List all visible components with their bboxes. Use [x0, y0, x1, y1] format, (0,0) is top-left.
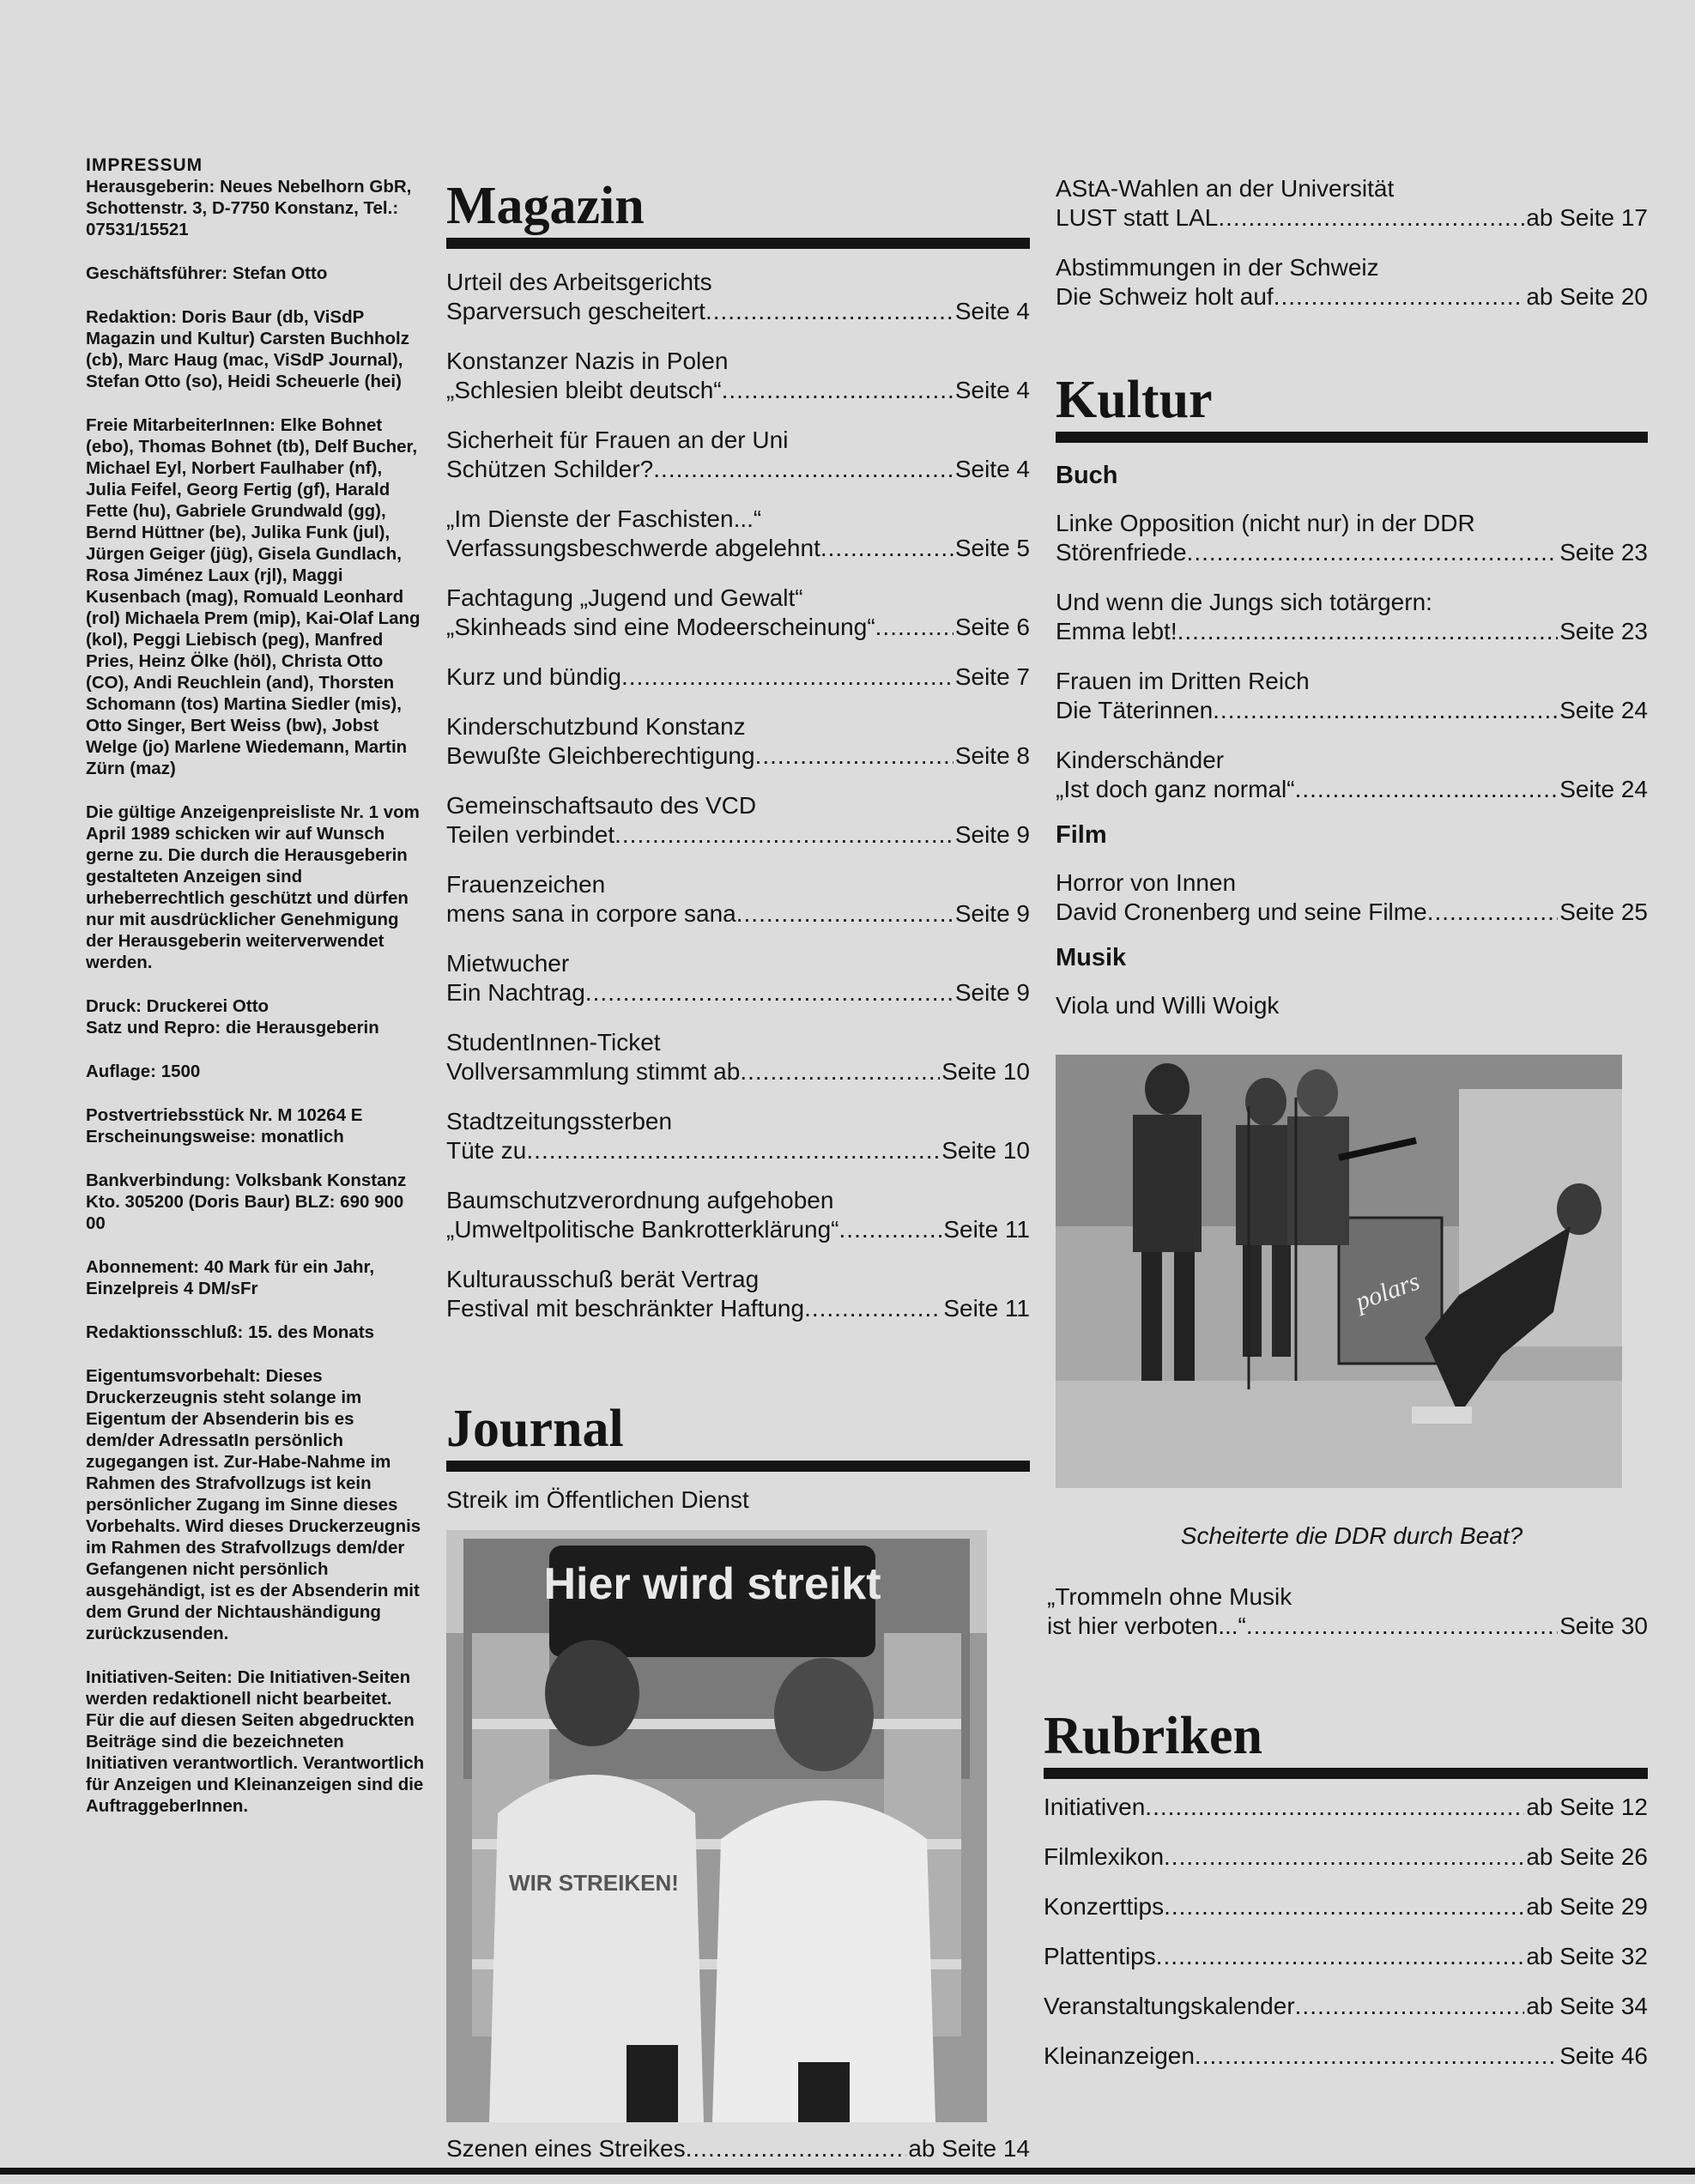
band-photo-caption: Scheiterte die DDR durch Beat?	[1180, 1522, 1523, 1549]
trommeln-line2: ist hier verboten...“	[1047, 1612, 1246, 1639]
toc-entry[interactable]	[1044, 1793, 1648, 1822]
toc-entry-subtitle: Die Täterinnen	[1056, 697, 1214, 723]
leader-dots	[722, 376, 953, 405]
leader-dots	[705, 297, 953, 326]
impressum-druck	[86, 995, 425, 1038]
impressum-redaktion	[86, 306, 425, 392]
erscheinung-label: Erscheinungsweise:	[86, 1127, 257, 1146]
kultur-rule	[1056, 432, 1648, 443]
erscheinung-text: monatlich	[260, 1127, 344, 1146]
toc-entry-subtitle: Teilen verbindet	[446, 821, 615, 848]
redaktion-label: Redaktion:	[86, 307, 177, 327]
freie-text: Elke Bohnet (ebo), Thomas Bohnet (tb), Delf Bucher, Michael Eyl, Norbert Faulhaber (nf), Julia Feifel, Georg Fertig (gf), Harald Fette (hu), Gabriele Grundwald (gg), Bernd Hüttner (be), Julika Funk (jul), Jürgen Geiger (jüg), Gisela Gundlach, Rosa Jiménez Laux (rjl), Maggi Kusenbach (mag), Romuald Leonhard (rol) Michaela Prem (mip), Kai-Olaf Lang (kol), Peggi Liebisch (peg), Manfred Pries, Heinz Ölke (höl), Christa Otto (CO), Andi Reuchlein (and), Thorsten Schomann (tos) Martina Siedler (mis), Otto Singer, Bert Weiss (bw), Jobst Welge (jo) Marlene Wiedemann, Martin Zürn (maz)	[86, 415, 421, 778]
impressum-abo	[86, 1256, 425, 1299]
impressum-post	[86, 1104, 425, 1147]
toc-entry[interactable]	[1056, 667, 1648, 725]
rubriken-heading: Rubriken	[1044, 1707, 1262, 1765]
toc-entry-subtitle: „Schlesien bleibt deutsch“	[446, 377, 722, 403]
auflage-text: 1500	[160, 1062, 201, 1081]
toc-entry-subtitle: Verfassungsbeschwerde abgelehnt	[446, 535, 820, 561]
magazin-list	[446, 268, 1030, 1323]
leader-dots	[804, 1294, 941, 1323]
satz-text: die Herausgeberin	[225, 1018, 379, 1038]
toc-entry[interactable]	[446, 791, 1030, 850]
right-column	[1044, 175, 1648, 2091]
rubriken-section	[1044, 1706, 1648, 2071]
toc-entry-subtitle: Vollversammlung stimmt ab	[446, 1058, 741, 1085]
toc-entry-subtitle: „Umweltpolitische Bankrotterklärung“	[446, 1216, 839, 1243]
bottom-band	[0, 2168, 1695, 2175]
toc-entry-subtitle: Störenfriede	[1056, 539, 1187, 566]
init-label: Initiativen-Seiten:	[86, 1667, 233, 1687]
toc-entry-page: Seite 10	[941, 1058, 1030, 1085]
toc-entry-title: Plattentips	[1044, 1943, 1156, 1969]
leader-dots	[740, 1057, 940, 1086]
herausgeber-label: Herausgeberin:	[86, 177, 215, 197]
toc-entry[interactable]	[1044, 1842, 1648, 1872]
toc-entry-title: Sicherheit für Frauen an der Uni	[446, 427, 789, 453]
leader-dots	[736, 899, 953, 929]
toc-entry-subtitle: Festival mit beschränkter Haftung	[446, 1295, 805, 1322]
toc-entry-page: ab Seite 12	[1526, 1794, 1648, 1820]
toc-entry[interactable]	[1044, 1992, 1648, 2021]
toc-entry-page: Seite 4	[954, 377, 1030, 403]
toc-entry[interactable]	[446, 1186, 1030, 1244]
toc-entry-subtitle: Tüte zu	[446, 1137, 527, 1164]
toc-entry-page: Seite 23	[1559, 539, 1648, 566]
leader-dots	[1246, 1612, 1558, 1641]
eigentum-text: Dieses Druckerzeugnis steht solange im Eigentum der Absenderin bis es dem/der AdressatIn persönlich zugegangen ist. Zur-Habe-Nahme im Rahmen des Strafvollzugs ist kein persönlicher Zugang im Sinne dieses Vorbehalts. Wird dieses Druckerzeugnis im Rahmen des Strafvollzugs dem/der Gefangenen nicht persönlich ausgehändigt, ist es der Absenderin mit dem Grund der Nichtaushändigung zurückzusenden.	[86, 1366, 421, 1643]
musik-title[interactable]: Viola und Willi Woigk	[1056, 992, 1280, 1019]
kultur-musik-label: Musik	[1056, 944, 1127, 971]
toc-entry-title: Kleinanzeigen	[1044, 2042, 1195, 2069]
gf-label: Geschäftsführer:	[86, 263, 228, 283]
toc-entry-page: Seite 6	[954, 614, 1030, 640]
toc-entry[interactable]	[446, 1265, 1030, 1323]
leader-dots	[585, 978, 953, 1007]
toc-entry-page: Seite 11	[943, 1295, 1030, 1322]
toc-entry-page: Seite 23	[1559, 618, 1648, 644]
toc-entry-page: ab Seite 32	[1526, 1943, 1648, 1969]
toc-entry-page: ab Seite 29	[1526, 1893, 1648, 1920]
toc-entry-title: Veranstaltungskalender	[1044, 1993, 1295, 2019]
rubriken-list	[1044, 1793, 1648, 2071]
leader-dots	[1156, 1942, 1525, 1971]
druck-text: Druckerei Otto	[146, 996, 269, 1016]
toc-entry-title: Und wenn die Jungs sich totärgern:	[1056, 589, 1432, 615]
toc-entry[interactable]	[446, 662, 1030, 692]
rubriken-rule	[1044, 1768, 1648, 1779]
toc-entry-title: „Im Dienste der Faschisten...“	[446, 505, 762, 532]
journal-rule	[446, 1461, 1030, 1472]
leader-dots	[755, 741, 953, 771]
toc-entry[interactable]	[446, 1107, 1030, 1165]
toc-entry-page: Seite 7	[954, 663, 1030, 690]
toc-entry-title: Kinderschutzbund Konstanz	[446, 713, 746, 740]
strike-photo-image	[446, 1530, 987, 2122]
leader-dots	[1213, 696, 1558, 725]
bank-text: Volksbank Konstanz Kto. 305200 (Doris Baur) BLZ: 690 900 00	[86, 1171, 407, 1233]
impressum-geschaeftsfuehrer	[86, 263, 425, 284]
herausgeber-text: Neues Nebelhorn GbR, Schottenstr. 3, D-7750 Konstanz, Tel.: 07531/15521	[86, 177, 412, 239]
toc-entry-title: Filmlexikon	[1044, 1843, 1165, 1870]
leader-dots	[1187, 538, 1559, 567]
toc-entry-page: Seite 5	[954, 535, 1030, 561]
toc-entry-subtitle: Kurz und bündig	[446, 663, 621, 690]
schluss-label: Redaktionsschluß:	[86, 1322, 244, 1342]
abo-text: 40 Mark für ein Jahr, Einzelpreis 4 DM/sFr	[86, 1257, 375, 1298]
toc-entry-page: Seite 8	[954, 742, 1030, 769]
toc-entry[interactable]	[446, 870, 1030, 929]
toc-entry-title: Kinderschänder	[1056, 747, 1225, 773]
toc-entry-page: Seite 9	[954, 979, 1030, 1006]
toc-entry-title: Initiativen	[1044, 1794, 1146, 1820]
middle-column	[446, 176, 1030, 2184]
impressum-freie	[86, 414, 425, 779]
toc-entry-title: Mietwucher	[446, 950, 570, 977]
leader-dots	[1145, 1793, 1524, 1822]
leader-dots	[621, 662, 953, 692]
toc-entry-subtitle: Ein Nachtrag	[446, 979, 585, 1006]
leader-dots	[653, 455, 953, 484]
toc-entry-title: StudentInnen-Ticket	[446, 1029, 661, 1056]
toc-entry[interactable]	[1056, 509, 1648, 567]
impressum	[86, 154, 425, 1839]
toc-entry-title: Konstanzer Nazis in Polen	[446, 348, 729, 374]
toc-entry-title: Urteil des Arbeitsgerichts	[446, 269, 712, 295]
toc-entry[interactable]	[1056, 746, 1648, 804]
toc-entry-page: Seite 9	[954, 900, 1030, 927]
toc-entry[interactable]	[1044, 1892, 1648, 1921]
toc-entry-page: ab Seite 17	[1526, 204, 1648, 231]
leader-dots	[1177, 617, 1559, 646]
magazin-heading: Magazin	[446, 177, 645, 235]
toc-entry-page: Seite 11	[943, 1216, 1030, 1243]
leader-dots	[526, 1136, 940, 1165]
leader-dots	[1295, 1992, 1525, 2021]
bank-label: Bankverbindung:	[86, 1171, 231, 1190]
leader-dots	[1427, 898, 1559, 927]
toc-entry[interactable]	[1056, 588, 1648, 646]
band-photo-image	[1056, 1055, 1622, 1488]
kultur-buch-list	[1056, 509, 1648, 804]
leader-dots	[1274, 282, 1525, 312]
toc-entry-subtitle: mens sana in corpore sana	[446, 900, 736, 927]
trommeln-page: Seite 30	[1559, 1612, 1648, 1639]
toc-entry[interactable]	[1044, 2042, 1648, 2071]
toc-entry[interactable]	[446, 584, 1030, 642]
leader-dots	[1195, 2042, 1558, 2071]
toc-entry-subtitle: David Cronenberg und seine Filme	[1056, 898, 1427, 925]
toc-entry[interactable]	[1056, 868, 1648, 927]
toc-entry-subtitle: Bewußte Gleichberechtigung	[446, 742, 755, 769]
amp-text: polars	[1352, 1267, 1424, 1316]
trommeln-entry[interactable]	[1047, 1582, 1648, 1641]
toc-entry-page: ab Seite 34	[1526, 1993, 1648, 2019]
toc-entry[interactable]	[446, 1028, 1030, 1086]
toc-entry-title: Gemeinschaftsauto des VCD	[446, 792, 757, 819]
leader-dots	[839, 1215, 942, 1244]
toc-entry-page: Seite 4	[954, 456, 1030, 482]
leader-dots	[614, 820, 953, 850]
impressum-initiativen	[86, 1667, 425, 1817]
leader-dots	[1295, 775, 1559, 804]
toc-entry-subtitle: Sparversuch gescheitert	[446, 298, 705, 324]
eigentum-label: Eigentumsvorbehalt:	[86, 1366, 261, 1386]
journal-entry[interactable]	[446, 2134, 1030, 2163]
leader-dots	[1218, 203, 1524, 233]
druck-label: Druck:	[86, 996, 142, 1016]
strike-photo	[446, 1530, 987, 2122]
toc-entry-title: Linke Opposition (nicht nur) in der DDR	[1056, 510, 1475, 536]
toc-entry-subtitle: Schützen Schilder?	[446, 456, 654, 482]
toc-entry-title: Frauen im Dritten Reich	[1056, 668, 1310, 694]
toc-entry[interactable]	[446, 268, 1030, 326]
vest-text-left: WIR STREIKEN!	[509, 1870, 679, 1896]
leader-dots	[820, 534, 953, 563]
impressum-herausgeber	[86, 176, 425, 240]
toc-entry-title: Fachtagung „Jugend und Gewalt“	[446, 584, 803, 611]
journal-entry-title: Szenen eines Streikes	[446, 2135, 686, 2162]
abo-label: Abonnement:	[86, 1257, 200, 1277]
top-right-list	[1056, 174, 1648, 312]
toc-entry-page: Seite 24	[1559, 697, 1648, 723]
journal-subtitle: Streik im Öffentlichen Dienst	[446, 1486, 749, 1513]
toc-entry[interactable]	[446, 505, 1030, 563]
impressum-eigentum	[86, 1365, 425, 1644]
toc-entry-title: Abstimmungen in der Schweiz	[1056, 254, 1379, 281]
toc-entry-page: Seite 10	[941, 1137, 1030, 1164]
toc-entry-subtitle: „Ist doch ganz normal“	[1056, 776, 1295, 802]
satz-label: Satz und Repro:	[86, 1018, 221, 1038]
toc-entry[interactable]	[1056, 253, 1648, 312]
anzeigen-text: Die gültige Anzeigenpreisliste Nr. 1 vom April 1989 schicken wir auf Wunsch gerne zu. Die durch die Herausgeberin gestalteten Anzeigen sind urheberrechtlich geschützt und dürfen nur mit ausdrücklicher Genehmigung der Herausgeberin weiterverwendet werden.	[86, 802, 420, 972]
band-photo	[1056, 1055, 1622, 1488]
leader-dots	[1164, 1892, 1524, 1921]
toc-entry-subtitle: „Skinheads sind eine Modeerscheinung“	[446, 614, 875, 640]
toc-entry-subtitle: LUST statt LAL	[1056, 204, 1219, 231]
leader-dots	[1164, 1842, 1524, 1872]
toc-entry[interactable]	[446, 712, 1030, 771]
toc-entry-title: Frauenzeichen	[446, 871, 606, 898]
toc-entry-page: Seite 9	[954, 821, 1030, 848]
kultur-film-label: Film	[1056, 821, 1107, 849]
redaktion-text: Doris Baur (db, ViSdP Magazin und Kultur) Carsten Buchholz (cb), Marc Haug (mac, ViSdP Journal), Stefan Otto (so), Heidi Scheuerle (hei)	[86, 307, 409, 391]
toc-entry-page: Seite 46	[1559, 2042, 1648, 2069]
schluss-text: 15. des Monats	[248, 1322, 375, 1342]
toc-entry-title: Horror von Innen	[1056, 869, 1237, 896]
trommeln-line1: „Trommeln ohne Musik	[1047, 1583, 1292, 1610]
toc-entry-title: Stadtzeitungssterben	[446, 1108, 673, 1134]
journal-heading: Journal	[446, 1400, 624, 1458]
kultur-heading: Kultur	[1056, 371, 1213, 429]
toc-entry[interactable]	[1056, 174, 1648, 233]
freie-label: Freie MitarbeiterInnen:	[86, 415, 275, 435]
impressum-bank	[86, 1170, 425, 1234]
toc-entry-subtitle: Emma lebt!	[1056, 618, 1177, 644]
toc-entry-title: AStA-Wahlen an der Universität	[1056, 175, 1395, 202]
toc-entry-page: Seite 4	[954, 298, 1030, 324]
impressum-title: IMPRESSUM	[86, 155, 203, 175]
toc-entry[interactable]	[446, 949, 1030, 1007]
toc-entry-title: Kulturausschuß berät Vertrag	[446, 1266, 760, 1292]
toc-entry-page: Seite 24	[1559, 776, 1648, 802]
strike-sign-text: Hier wird streikt	[543, 1559, 881, 1609]
toc-entry-title: Konzerttips	[1044, 1893, 1165, 1920]
leader-dots	[875, 613, 953, 642]
impressum-redaktionsschluss	[86, 1322, 425, 1343]
post-label: Postvertriebsstück Nr. M 10264 E	[86, 1105, 363, 1125]
toc-entry-page: ab Seite 26	[1526, 1843, 1648, 1870]
journal-entry-page: ab Seite 14	[908, 2135, 1030, 2162]
impressum-auflage	[86, 1061, 425, 1082]
toc-entry-subtitle: Die Schweiz holt auf	[1056, 283, 1274, 310]
gf-text: Stefan Otto	[232, 263, 328, 283]
toc-entry-page: Seite 25	[1559, 898, 1648, 925]
leader-dots	[686, 2134, 907, 2163]
auflage-label: Auflage:	[86, 1062, 156, 1081]
init-text: Die Initiativen-Seiten werden redaktionell nicht bearbeitet. Für die auf diesen Seiten abgedruckten Beiträge sind die bezeichneten Initiativen verantwortlich. Verantwortlich für Anzeigen und Kleinanzeigen sind die AuftraggeberInnen.	[86, 1667, 425, 1816]
kultur-buch-label: Buch	[1056, 462, 1118, 489]
impressum-anzeigen	[86, 802, 425, 973]
toc-entry[interactable]	[446, 426, 1030, 484]
toc-entry-page: ab Seite 20	[1526, 283, 1648, 310]
toc-entry[interactable]	[446, 347, 1030, 405]
kultur-film-list	[1056, 868, 1648, 927]
toc-entry[interactable]	[1044, 1942, 1648, 1971]
magazin-rule	[446, 238, 1030, 249]
toc-entry-title: Baumschutzverordnung aufgehoben	[446, 1187, 834, 1213]
